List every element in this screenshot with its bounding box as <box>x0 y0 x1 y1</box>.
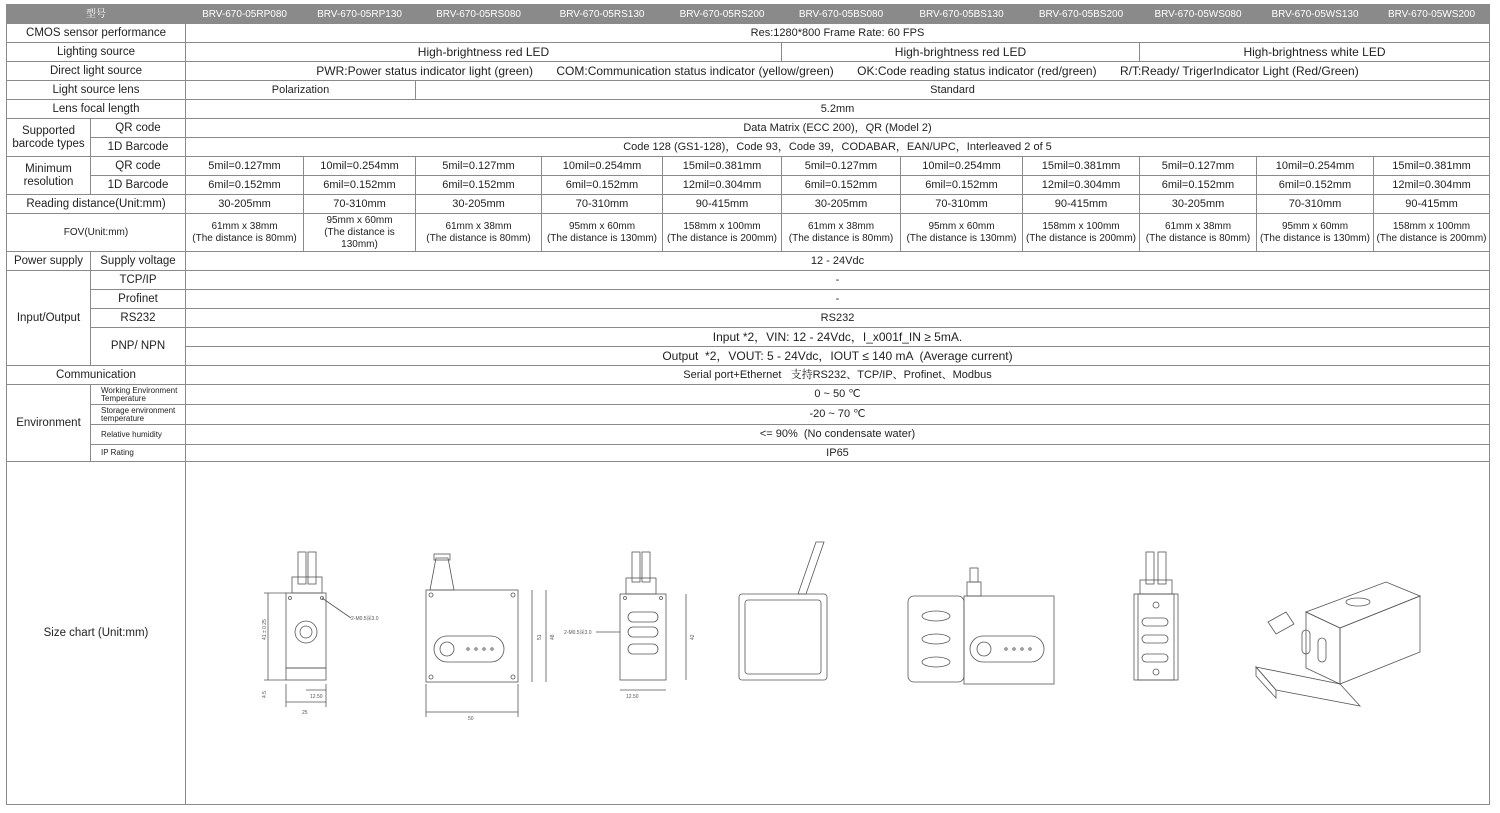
lens-row <box>7 81 1490 100</box>
dimension-label: 48 <box>550 634 556 640</box>
fov-cell <box>901 214 1023 252</box>
resolution-qr-cell: 10mil=0.254mm <box>304 157 416 176</box>
fov-distance: (The distance is 130mm) <box>546 232 658 244</box>
rs232-row <box>7 309 1490 328</box>
resolution-qr-cell: 5mil=0.127mm <box>1140 157 1257 176</box>
profinet-value: - <box>186 290 1490 309</box>
fov-cell <box>663 214 782 252</box>
lighting-white: High-brightness white LED <box>1140 43 1490 62</box>
model-header: BRV-670-05BS130 <box>901 5 1023 24</box>
header-label: 型号 <box>7 5 186 24</box>
dimension-drawings <box>186 462 1490 803</box>
lens-polarization: Polarization <box>186 81 416 100</box>
drawing-front-view <box>262 552 379 716</box>
lighting-blue: High-brightness red LED <box>782 43 1140 62</box>
model-header: BRV-670-05RS130 <box>542 5 663 24</box>
storage-temp-label: Storage environment temperature <box>91 405 186 425</box>
cmos-value: Res:1280*800 Frame Rate: 60 FPS <box>186 24 1490 43</box>
rs232-value: RS232 <box>186 309 1490 328</box>
tcp-row <box>7 271 1490 290</box>
resolution-1d-cell: 6mil=0.152mm <box>416 176 542 195</box>
profinet-label: Profinet <box>91 290 186 309</box>
pnp-output-value: Output *2，VOUT: 5 - 24Vdc，IOUT ≤ 140 mA (Average current) <box>186 347 1490 366</box>
drawing-bracket-side-view <box>1134 552 1178 680</box>
fov-size: 61mm x 38mm <box>211 220 278 232</box>
fov-cell <box>1140 214 1257 252</box>
resolution-qr-cell: 15mil=0.381mm <box>1023 157 1140 176</box>
drawing-bracket-front-view <box>908 568 1054 684</box>
spec-table <box>6 4 1490 805</box>
dimension-label: 2-M0.5深3.0 <box>351 616 379 622</box>
work-temp-label: Working Environment Temperature <box>91 385 186 405</box>
dimension-label: 25 <box>302 710 308 716</box>
focal-row <box>7 100 1490 119</box>
resolution-qr-cell: 5mil=0.127mm <box>416 157 542 176</box>
lens-standard: Standard <box>416 81 1490 100</box>
pnp-input-row <box>7 328 1490 347</box>
env-ip-row <box>7 445 1490 462</box>
dimension-label: 12.50 <box>310 694 323 700</box>
resolution-qr-cell: 10mil=0.254mm <box>1257 157 1374 176</box>
pnp-input-value: Input *2，VIN: 12 - 24Vdc，I_x001f_IN ≥ 5mA. <box>186 328 1490 347</box>
cmos-row <box>7 24 1490 43</box>
fov-distance: (The distance is 130mm) <box>1259 232 1371 244</box>
distance-cell: 70-310mm <box>901 195 1023 214</box>
resolution-1d-cell: 6mil=0.152mm <box>542 176 663 195</box>
humidity-value: <= 90% (No condensate water) <box>186 425 1490 445</box>
communication-value: Serial port+Ethernet 支持RS232、TCP/IP、Profinet、Modbus <box>186 366 1490 385</box>
tcp-label: TCP/IP <box>91 271 186 290</box>
fov-size: 61mm x 38mm <box>445 220 512 232</box>
fov-size: 95mm x 60mm <box>326 214 393 226</box>
fov-label: FOV(Unit:mm) <box>7 214 186 252</box>
model-header: BRV-670-05BS200 <box>1023 5 1140 24</box>
environment-label: Environment <box>7 385 91 462</box>
storage-temp-value: -20 ~ 70 ℃ <box>186 405 1490 425</box>
fov-cell <box>1023 214 1140 252</box>
resolution-qr-label: QR code <box>91 157 186 176</box>
distance-cell: 70-310mm <box>304 195 416 214</box>
distance-cell: 30-205mm <box>782 195 901 214</box>
tcp-value: - <box>186 271 1490 290</box>
resolution-label: Minimum resolution <box>7 157 91 195</box>
direct-light-row <box>7 62 1490 81</box>
dimension-label: 51 <box>537 634 543 640</box>
distance-cell: 90-415mm <box>1023 195 1140 214</box>
dimension-label: 2-M0.5深3.0 <box>564 630 592 636</box>
env-humidity-row <box>7 425 1490 445</box>
size-chart-drawings <box>186 462 1490 805</box>
barcode-qr-row <box>7 119 1490 138</box>
resolution-1d-cell: 12mil=0.304mm <box>1374 176 1490 195</box>
resolution-1d-cell: 12mil=0.304mm <box>1023 176 1140 195</box>
dimension-label: 12.50 <box>626 694 639 700</box>
drawing-isometric-view <box>1256 582 1420 706</box>
fov-distance: (The distance is 80mm) <box>788 232 894 244</box>
dimension-label: 4.5 <box>262 691 268 698</box>
env-storage-row <box>7 405 1490 425</box>
dimension-label: 50 <box>468 716 474 722</box>
fov-distance: (The distance is 200mm) <box>1376 232 1487 244</box>
barcode-qr-label: QR code <box>91 119 186 138</box>
fov-size: 95mm x 60mm <box>1281 220 1349 232</box>
power-row <box>7 252 1490 271</box>
barcode-1d-label: 1D Barcode <box>91 138 186 157</box>
distance-cell: 70-310mm <box>1257 195 1374 214</box>
drawing-back-view <box>739 542 827 680</box>
fov-cell <box>416 214 542 252</box>
size-chart-label: Size chart (Unit:mm) <box>7 462 186 805</box>
fov-size: 158mm x 100mm <box>1042 220 1120 232</box>
fov-distance: (The distance is 130mm) <box>906 232 1017 244</box>
fov-cell <box>782 214 901 252</box>
resolution-1d-label: 1D Barcode <box>91 176 186 195</box>
distance-cell: 30-205mm <box>416 195 542 214</box>
resolution-qr-cell: 15mil=0.381mm <box>663 157 782 176</box>
fov-cell <box>542 214 663 252</box>
barcode-qr-value: Data Matrix (ECC 200)，QR (Model 2) <box>186 119 1490 138</box>
lens-label: Light source lens <box>7 81 186 100</box>
fov-size: 61mm x 38mm <box>1164 220 1232 232</box>
distance-label: Reading distance(Unit:mm) <box>7 195 186 214</box>
resolution-1d-row <box>7 176 1490 195</box>
resolution-1d-cell: 6mil=0.152mm <box>304 176 416 195</box>
profinet-row <box>7 290 1490 309</box>
resolution-1d-cell: 6mil=0.152mm <box>1140 176 1257 195</box>
fov-distance: (The distance is 200mm) <box>666 232 778 244</box>
model-header: BRV-670-05RS200 <box>663 5 782 24</box>
resolution-1d-cell: 6mil=0.152mm <box>782 176 901 195</box>
pnp-label: PNP/ NPN <box>91 328 186 366</box>
lighting-red: High-brightness red LED <box>186 43 782 62</box>
model-header: BRV-670-05WS080 <box>1140 5 1257 24</box>
drawing-narrow-front-view <box>564 552 696 700</box>
drawing-side-view <box>426 554 556 722</box>
dimension-label: 41 ± 0.25 <box>262 619 268 640</box>
focal-value: 5.2mm <box>186 100 1490 119</box>
model-header: BRV-670-05RP130 <box>304 5 416 24</box>
lighting-row <box>7 43 1490 62</box>
ip-rating-value: IP65 <box>186 445 1490 462</box>
resolution-qr-cell: 5mil=0.127mm <box>782 157 901 176</box>
model-header: BRV-670-05RS080 <box>416 5 542 24</box>
cmos-label: CMOS sensor performance <box>7 24 186 43</box>
fov-distance: (The distance is 80mm) <box>1145 232 1251 244</box>
barcode-types-label: Supported barcode types <box>7 119 91 157</box>
resolution-qr-cell: 10mil=0.254mm <box>542 157 663 176</box>
fov-distance: (The distance is 80mm) <box>192 232 297 244</box>
direct-light-value: PWR:Power status indicator light (green) COM:Communication status indicator (yellow/green) OK:Code reading status indicator (red/green) R/T:Ready/ TrigerIndicator Light (Red/Green) <box>186 62 1490 81</box>
fov-size: 95mm x 60mm <box>568 220 636 232</box>
fov-size: 95mm x 60mm <box>928 220 995 232</box>
resolution-qr-cell: 10mil=0.254mm <box>901 157 1023 176</box>
distance-row <box>7 195 1490 214</box>
env-work-row <box>7 385 1490 405</box>
model-header: BRV-670-05RP080 <box>186 5 304 24</box>
header-row <box>7 5 1490 24</box>
resolution-qr-cell: 15mil=0.381mm <box>1374 157 1490 176</box>
humidity-label: Relative humidity <box>91 425 186 445</box>
resolution-1d-cell: 6mil=0.152mm <box>1257 176 1374 195</box>
model-header: BRV-670-05BS080 <box>782 5 901 24</box>
fov-distance: (The distance is 200mm) <box>1025 232 1137 244</box>
ip-rating-label: IP Rating <box>91 445 186 462</box>
lighting-label: Lighting source <box>7 43 186 62</box>
model-header: BRV-670-05WS200 <box>1374 5 1490 24</box>
io-label: Input/Output <box>7 271 91 366</box>
resolution-qr-row <box>7 157 1490 176</box>
communication-label: Communication <box>7 366 186 385</box>
fov-size: 61mm x 38mm <box>807 220 875 232</box>
distance-cell: 30-205mm <box>186 195 304 214</box>
resolution-qr-cell: 5mil=0.127mm <box>186 157 304 176</box>
work-temp-value: 0 ~ 50 ℃ <box>186 385 1490 405</box>
distance-cell: 70-310mm <box>542 195 663 214</box>
fov-distance: (The distance is 130mm) <box>324 226 395 250</box>
barcode-1d-row <box>7 138 1490 157</box>
resolution-1d-cell: 12mil=0.304mm <box>663 176 782 195</box>
pnp-output-row <box>7 347 1490 366</box>
supply-voltage-value: 12 - 24Vdc <box>186 252 1490 271</box>
fov-size: 158mm x 100mm <box>1392 220 1471 232</box>
fov-distance: (The distance is 80mm) <box>426 232 531 244</box>
fov-cell <box>186 214 304 252</box>
model-header: BRV-670-05WS130 <box>1257 5 1374 24</box>
focal-label: Lens focal length <box>7 100 186 119</box>
resolution-1d-cell: 6mil=0.152mm <box>901 176 1023 195</box>
rs232-label: RS232 <box>91 309 186 328</box>
supply-voltage-label: Supply voltage <box>91 252 186 271</box>
fov-cell <box>1374 214 1490 252</box>
dimension-label: 42 <box>690 634 696 640</box>
fov-cell <box>304 214 416 252</box>
size-chart-row <box>7 462 1490 805</box>
distance-cell: 90-415mm <box>663 195 782 214</box>
direct-light-label: Direct light source <box>7 62 186 81</box>
fov-size: 158mm x 100mm <box>683 220 761 232</box>
resolution-1d-cell: 6mil=0.152mm <box>186 176 304 195</box>
fov-cell <box>1257 214 1374 252</box>
power-label: Power supply <box>7 252 91 271</box>
fov-row <box>7 214 1490 252</box>
barcode-1d-value: Code 128 (GS1-128)，Code 93，Code 39，CODABAR，EAN/UPC，Interleaved 2 of 5 <box>186 138 1490 157</box>
distance-cell: 30-205mm <box>1140 195 1257 214</box>
communication-row <box>7 366 1490 385</box>
distance-cell: 90-415mm <box>1374 195 1490 214</box>
